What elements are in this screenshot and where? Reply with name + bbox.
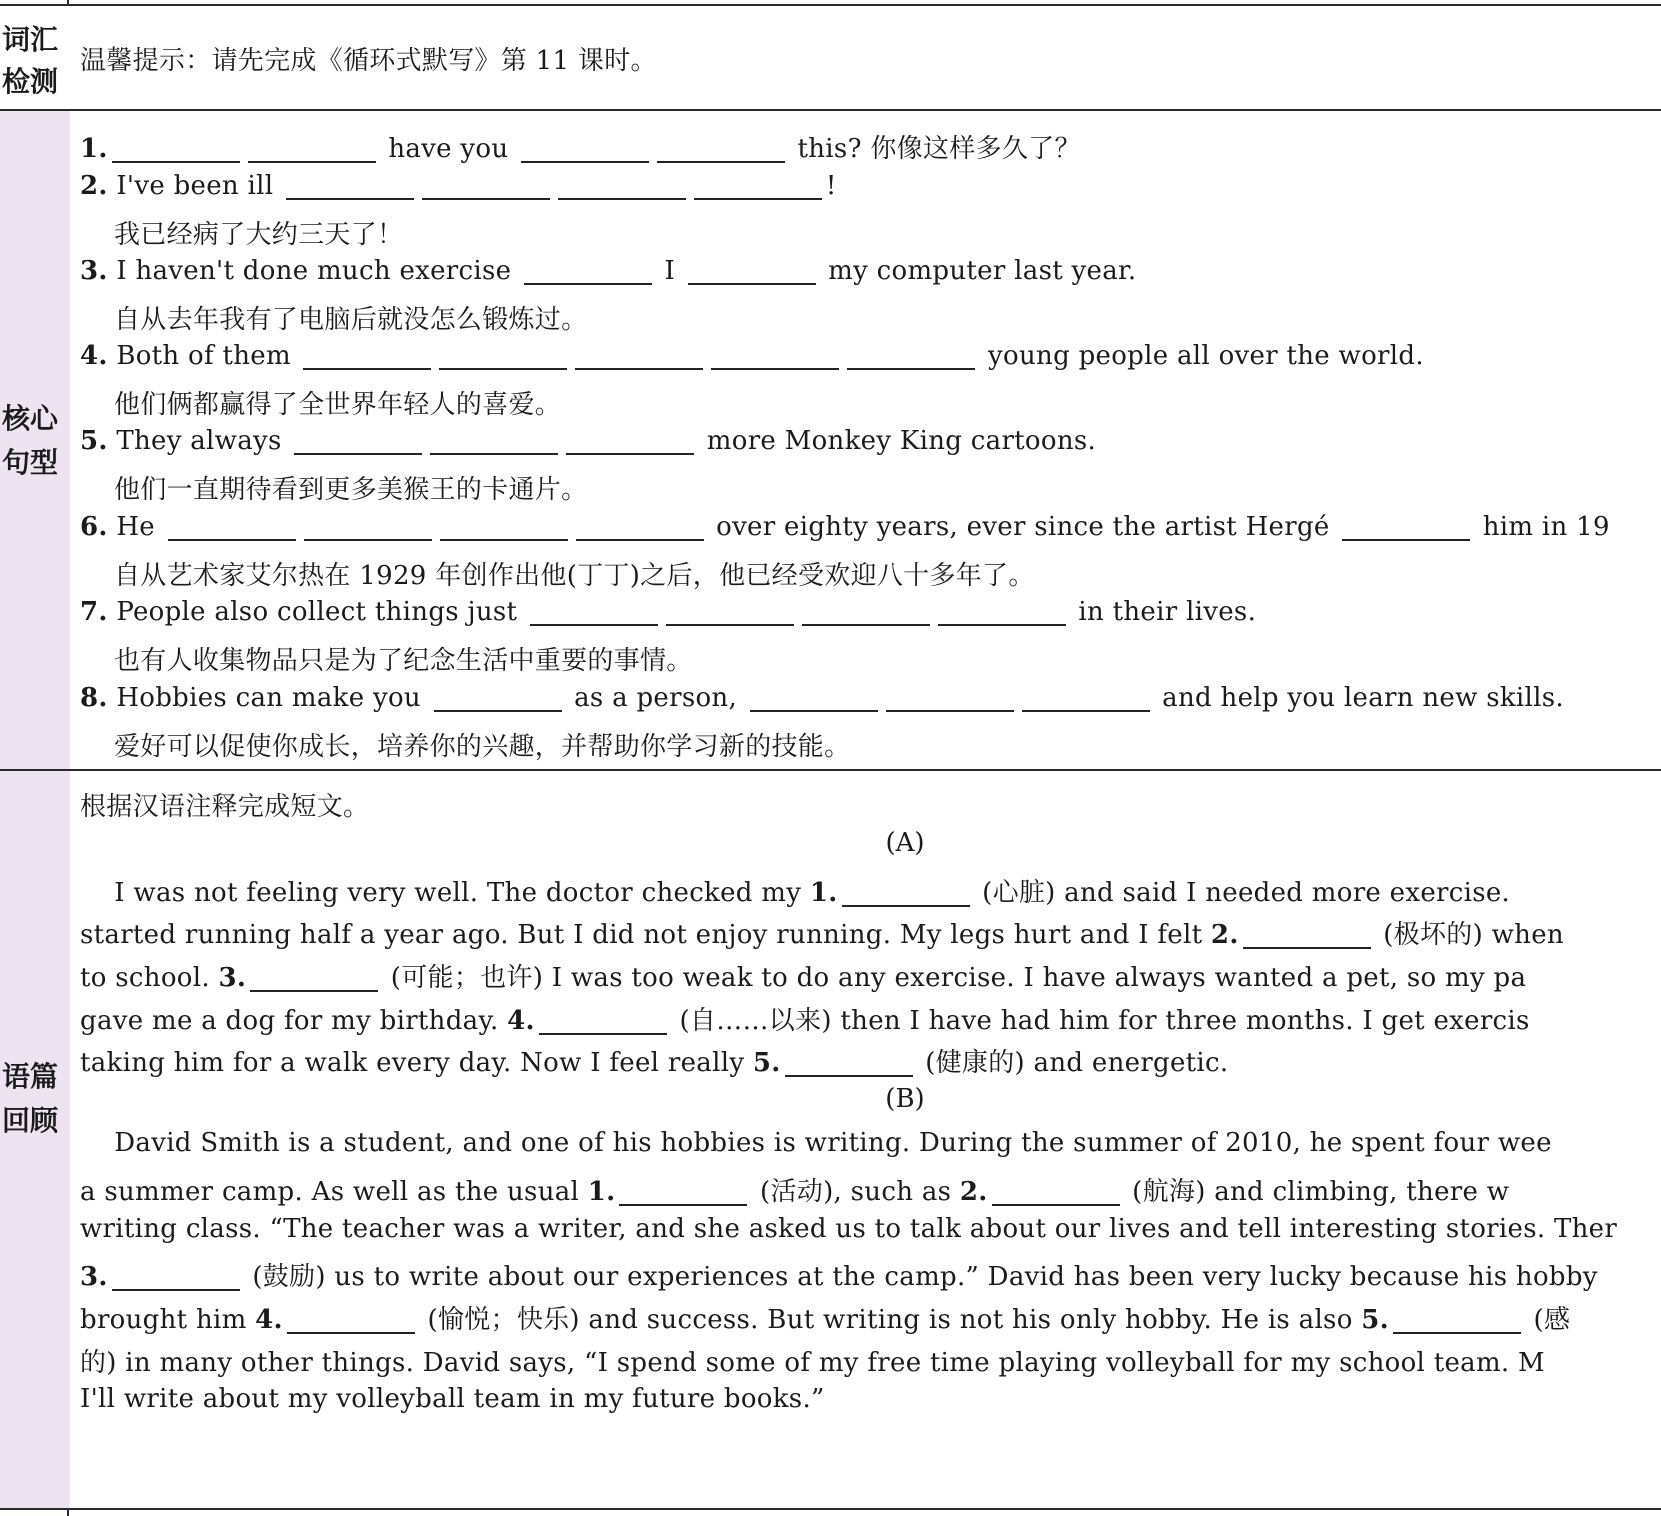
core-sentence-6 — [80, 512, 1610, 542]
side-label-review-2: 回顾 — [2, 1104, 59, 1137]
answer-blank[interactable] — [558, 176, 686, 200]
answer-blank[interactable] — [286, 176, 414, 200]
text-fragment: 的) in many other things. David says, “I spend some of my free time playing volleyball for my school team. M — [80, 1348, 1545, 1378]
core-sentence-5 — [80, 426, 1096, 456]
answer-blank[interactable] — [248, 139, 376, 163]
text-fragment: David Smith is a student, and one of his hobbies is writing. During the summer of 2010, he spent four wee — [80, 1128, 1552, 1158]
sentence-number: 4. — [80, 341, 108, 371]
answer-blank[interactable] — [294, 431, 422, 455]
answer-blank[interactable] — [287, 1310, 415, 1334]
answer-blank[interactable] — [112, 1267, 240, 1291]
answer-blank[interactable] — [802, 602, 930, 626]
answer-blank[interactable] — [439, 346, 567, 370]
tip-text: 温馨提示：请先完成《循环式默写》第 11 课时。 — [80, 46, 657, 76]
text-fragment: and help you learn new skills. — [1153, 683, 1564, 713]
answer-blank[interactable] — [619, 1182, 747, 1206]
side-review-cell — [0, 771, 70, 1508]
text-fragment: as a person, — [565, 683, 746, 713]
blank-number: 2. — [959, 1177, 988, 1207]
text-fragment: (航海) and climbing, there w — [1123, 1177, 1510, 1207]
core-sentence-translation-2: 我已经病了大约三天了！ — [114, 220, 404, 250]
side-label-core-2: 句型 — [2, 446, 59, 479]
text-fragment: (愉悦；快乐) and success. But writing is not his only hobby. He is also — [418, 1305, 1362, 1335]
text-fragment: (极坏的) when — [1374, 920, 1573, 950]
answer-blank[interactable] — [657, 139, 785, 163]
answer-blank[interactable] — [886, 688, 1014, 712]
core-sentence-translation-8: 爱好可以促使你成长，培养你的兴趣，并帮助你学习新的技能。 — [114, 732, 851, 762]
answer-blank[interactable] — [992, 1182, 1120, 1206]
text-fragment: I — [655, 256, 684, 286]
text-fragment: (感 — [1524, 1305, 1571, 1335]
answer-blank[interactable] — [434, 688, 562, 712]
answer-blank[interactable] — [1393, 1310, 1521, 1334]
answer-blank[interactable] — [521, 139, 649, 163]
passA-line-3 — [80, 957, 1526, 994]
core-sentence-4 — [80, 341, 1424, 371]
core-sentence-translation-3: 自从去年我有了电脑后就没怎么锻炼过。 — [114, 305, 588, 335]
text-fragment: a summer camp. As well as the usual — [80, 1177, 588, 1207]
answer-blank[interactable] — [938, 602, 1066, 626]
divider-core — [0, 769, 1661, 771]
core-sentence-translation-5: 他们一直期待看到更多美猴王的卡通片。 — [114, 475, 588, 505]
text-fragment: started running half a year ago. But I did not enjoy running. My legs hurt and I felt — [80, 920, 1211, 950]
blank-number: 5. — [752, 1048, 781, 1078]
passB-line-7 — [80, 1384, 825, 1414]
blank-number: 2. — [1210, 920, 1239, 950]
text-fragment: Hobbies can make you — [107, 683, 430, 713]
text-fragment: (可能；也许) I was too weak to do any exercise. I have always wanted a pet, so my pa — [382, 963, 1527, 993]
answer-blank[interactable] — [750, 688, 878, 712]
sentence-number: 6. — [80, 512, 108, 542]
answer-blank[interactable] — [250, 968, 378, 992]
answer-blank[interactable] — [566, 431, 694, 455]
answer-blank[interactable] — [1243, 925, 1371, 949]
text-fragment: (心脏) and said I needed more exercise. — [973, 878, 1519, 908]
passB-line-5 — [80, 1299, 1570, 1336]
text-fragment: ! — [825, 171, 837, 201]
answer-blank[interactable] — [168, 517, 296, 541]
text-fragment: I'll write about my volleyball team in my future books.” — [80, 1384, 825, 1414]
passA-line-4 — [80, 1000, 1530, 1037]
bottom-border — [0, 1508, 1661, 1510]
text-fragment: taking him for a walk every day. Now I feel really — [80, 1048, 753, 1078]
core-sentence-translation-7: 也有人收集物品只是为了纪念生活中重要的事情。 — [114, 646, 693, 676]
text-fragment: brought him — [80, 1305, 256, 1335]
text-fragment: more Monkey King cartoons. — [698, 426, 1097, 456]
side-vocab-cell — [0, 6, 70, 109]
answer-blank[interactable] — [666, 602, 794, 626]
text-fragment: gave me a dog for my birthday. — [80, 1006, 508, 1036]
core-sentence-2 — [80, 171, 837, 201]
blank-number: 1. — [587, 1177, 616, 1207]
passB-line-4 — [80, 1256, 1598, 1293]
answer-blank[interactable] — [440, 517, 568, 541]
sentence-number: 7. — [80, 597, 108, 627]
passB-line-2 — [80, 1171, 1509, 1208]
blank-number: 4. — [255, 1305, 283, 1335]
answer-blank[interactable] — [304, 517, 432, 541]
answer-blank[interactable] — [1342, 517, 1470, 541]
answer-blank[interactable] — [524, 261, 652, 285]
side-label-vocab-2: 检测 — [2, 65, 59, 98]
core-sentence-1 — [80, 128, 1081, 165]
blank-number: 4. — [507, 1006, 535, 1036]
answer-blank[interactable] — [688, 261, 816, 285]
sentence-number: 3. — [80, 256, 108, 286]
passA-line-5 — [80, 1042, 1228, 1079]
answer-blank[interactable] — [576, 517, 704, 541]
answer-blank[interactable] — [575, 346, 703, 370]
answer-blank[interactable] — [112, 139, 240, 163]
answer-blank[interactable] — [430, 431, 558, 455]
passB-line-6 — [80, 1342, 1545, 1379]
side-label-review-1: 语篇 — [2, 1060, 59, 1093]
core-sentence-translation-6: 自从艺术家艾尔热在 1929 年创作出他(丁丁)之后，他已经受欢迎八十多年了。 — [114, 561, 1035, 591]
text-fragment: to school. — [80, 963, 219, 993]
blank-number: 3. — [218, 963, 247, 993]
answer-blank[interactable] — [530, 602, 658, 626]
divider-vocab — [0, 109, 1661, 111]
text-fragment: (自……以来) then I have had him for three months. I get exercis — [670, 1006, 1530, 1036]
text-fragment: him in 19 — [1474, 512, 1610, 542]
text-fragment: I haven't done much exercise — [107, 256, 520, 286]
text-fragment: have you — [379, 134, 517, 164]
answer-blank[interactable] — [842, 883, 970, 907]
text-fragment: this? 你像这样多久了？ — [788, 134, 1081, 164]
text-fragment: People also collect things just — [107, 597, 526, 627]
text-fragment: Both of them — [107, 341, 300, 371]
answer-blank[interactable] — [539, 1011, 667, 1035]
text-fragment: my computer last year. — [819, 256, 1137, 286]
side-label-vocab-1: 词汇 — [2, 23, 59, 56]
blank-number: 3. — [80, 1262, 108, 1292]
answer-blank[interactable] — [785, 1053, 913, 1077]
passage-a-title: (A) — [885, 828, 925, 858]
passage-b-title: (B) — [885, 1084, 925, 1114]
passage-instruction: 根据汉语注释完成短文。 — [80, 792, 370, 822]
text-fragment: over eighty years, ever since the artist Hergé — [707, 512, 1339, 542]
blank-number: 5. — [1361, 1305, 1389, 1335]
passA-line-2 — [80, 914, 1573, 951]
answer-blank[interactable] — [303, 346, 431, 370]
answer-blank[interactable] — [694, 176, 822, 200]
core-sentence-8 — [80, 683, 1564, 713]
text-fragment: (健康的) and energetic. — [916, 1048, 1229, 1078]
sentence-number: 1. — [80, 134, 108, 164]
text-fragment: writing class. “The teacher was a writer, and she asked us to talk about our lives and tell interesting stories. Ther — [80, 1214, 1618, 1244]
sentence-number: 5. — [80, 426, 108, 456]
passB-line-3 — [80, 1214, 1617, 1244]
passB-line-1 — [80, 1128, 1552, 1158]
text-fragment: He — [107, 512, 164, 542]
core-sentence-7 — [80, 597, 1256, 627]
text-fragment: I was not feeling very well. The doctor checked my — [80, 878, 810, 908]
text-fragment: in their lives. — [1069, 597, 1257, 627]
answer-blank[interactable] — [1022, 688, 1150, 712]
answer-blank[interactable] — [422, 176, 550, 200]
text-fragment: (鼓励) us to write about our experiences at the camp.” David has been very lucky because his hobby — [243, 1262, 1598, 1292]
text-fragment: I've been ill — [107, 171, 282, 201]
text-fragment: young people all over the world. — [979, 341, 1424, 371]
side-core-cell — [0, 111, 70, 769]
blank-number: 1. — [809, 878, 838, 908]
text-fragment: They always — [107, 426, 291, 456]
core-sentence-translation-4: 他们俩都赢得了全世界年轻人的喜爱。 — [114, 390, 562, 420]
side-label-core-1: 核心 — [2, 402, 59, 435]
sentence-number: 2. — [80, 171, 108, 201]
core-sentence-3 — [80, 256, 1136, 286]
text-fragment: (活动), such as — [751, 1177, 960, 1207]
answer-blank[interactable] — [847, 346, 975, 370]
answer-blank[interactable] — [711, 346, 839, 370]
top-border — [0, 4, 1661, 6]
sentence-number: 8. — [80, 683, 108, 713]
passA-line-1 — [80, 872, 1519, 909]
